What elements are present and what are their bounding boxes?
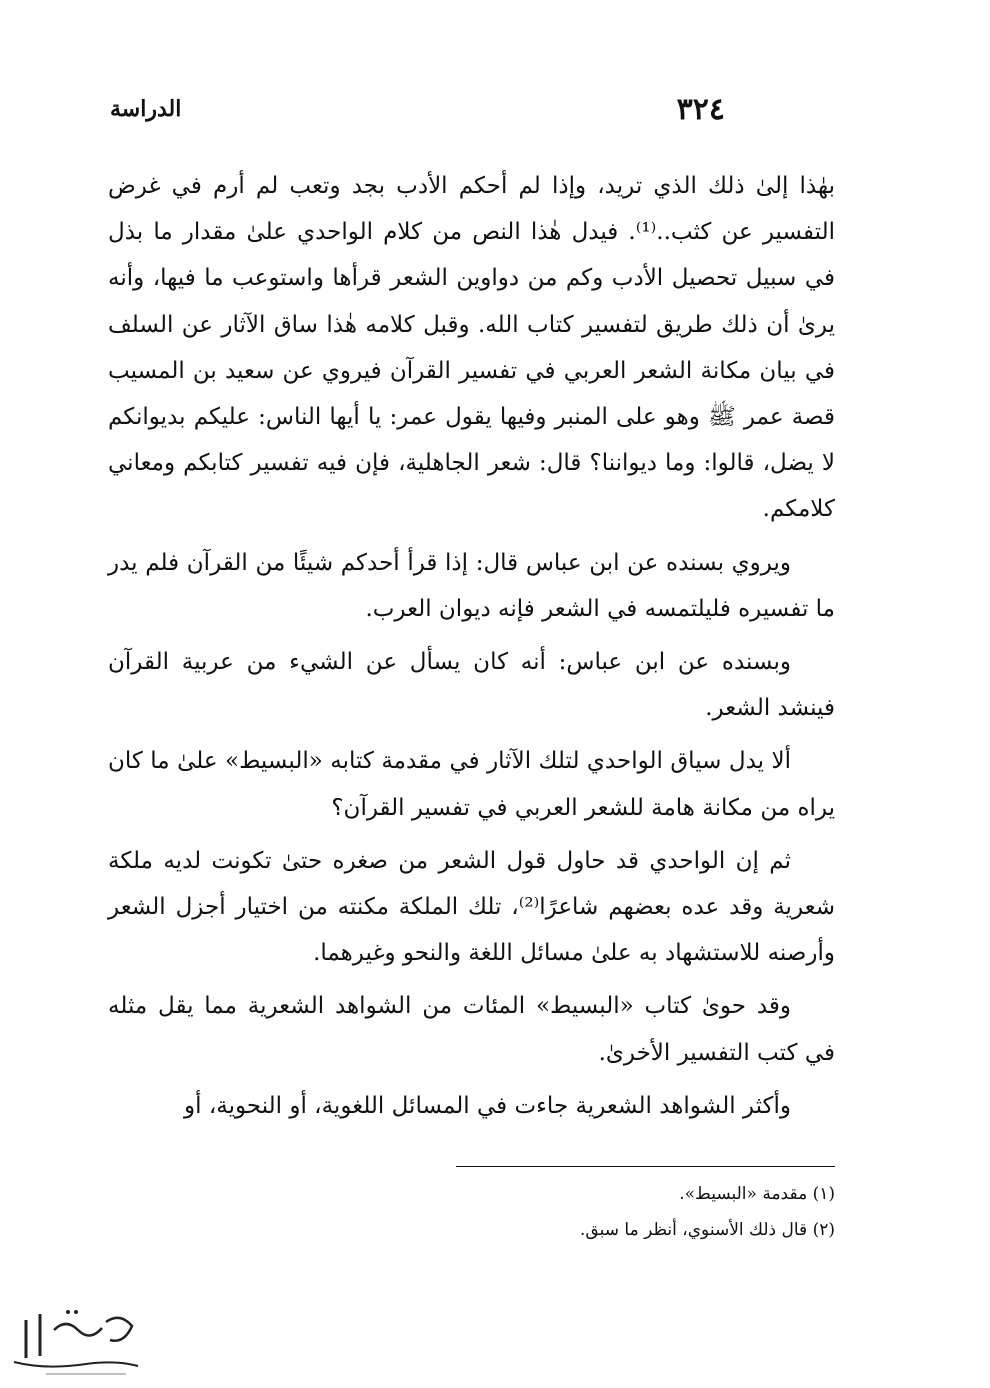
paragraph-4: ألا يدل سياق الواحدي لتلك الآثار في مقدمة كتابه «البسيط» علىٰ ما كان يراه من مكانة هامة للشعر العربي في تفسير القرآن؟ <box>108 748 835 821</box>
publisher-logo <box>6 1300 146 1380</box>
footnote-2: (٢) قال ذلك الأسنوي، أنظر ما سبق. <box>580 1220 835 1240</box>
section-title: الدراسة <box>110 96 182 122</box>
paragraph-3: وبسنده عن ابن عباس: أنه كان يسأل عن الشيء من عربية القرآن فينشد الشعر. <box>108 649 835 722</box>
footnote-separator <box>456 1166 835 1167</box>
calligraphy-logo-icon <box>6 1300 146 1380</box>
paragraph-5: ثم إن الواحدي قد حاول قول الشعر من صغره حتىٰ تكونت لديه ملكة شعرية وقد عده بعضهم شاعرًا⁽²⁾، تلك الملكة مكنته من اختيار أجزل الشعر وأرصنه للاستشهاد به علىٰ مسائل اللغة والنحو وغيرهما. <box>108 847 836 967</box>
paragraph-2: ويروي بسنده عن ابن عباس قال: إذا قرأ أحدكم شيئًا من القرآن فلم يدر ما تفسيره فليلتمسه في الشعر فإنه ديوان العرب. <box>108 549 835 622</box>
running-head <box>100 92 835 132</box>
paragraph-6: وقد حوىٰ كتاب «البسيط» المئات من الشواهد الشعرية مما يقل مثله في كتب التفسير الأخرىٰ. <box>108 993 835 1066</box>
footnotes <box>300 1176 835 1248</box>
page-number: ٣٢٤ <box>676 92 725 127</box>
paragraph-1: بهٰذا إلىٰ ذلك الذي تريد، وإذا لم أحكم الأدب بجد وتعب لم أرم في غرض التفسير عن كثب..⁽¹⁾. فيدل هٰذا النص من كلام الواحدي علىٰ مقدار ما بذل في سبيل تحصيل الأدب وكم من دواوين الشعر قرأها واستوعب ما فيها، وأنه يرىٰ أن ذلك طريق لتفسير كتاب الله. وقبل كلامه هٰذا ساق الآثار عن السلف في بيان مكانة الشعر العربي في تفسير القرآن فيروي عن سعيد بن المسيب قصة عمر ﷺ وهو على المنبر وفيها يقول عمر: يا أيها الناس: عليكم بديوانكم لا يضل، قالوا: وما ديواننا؟ قال: شعر الجاهلية، فإن فيه تفسير كتابكم ومعاني كلامكم. <box>108 173 835 523</box>
paragraph-7: وأكثر الشواهد الشعرية جاءت في المسائل اللغوية، أو النحوية، أو <box>184 1092 791 1119</box>
footnote-1: (١) مقدمة «البسيط». <box>679 1184 835 1204</box>
body-text <box>108 163 835 1136</box>
